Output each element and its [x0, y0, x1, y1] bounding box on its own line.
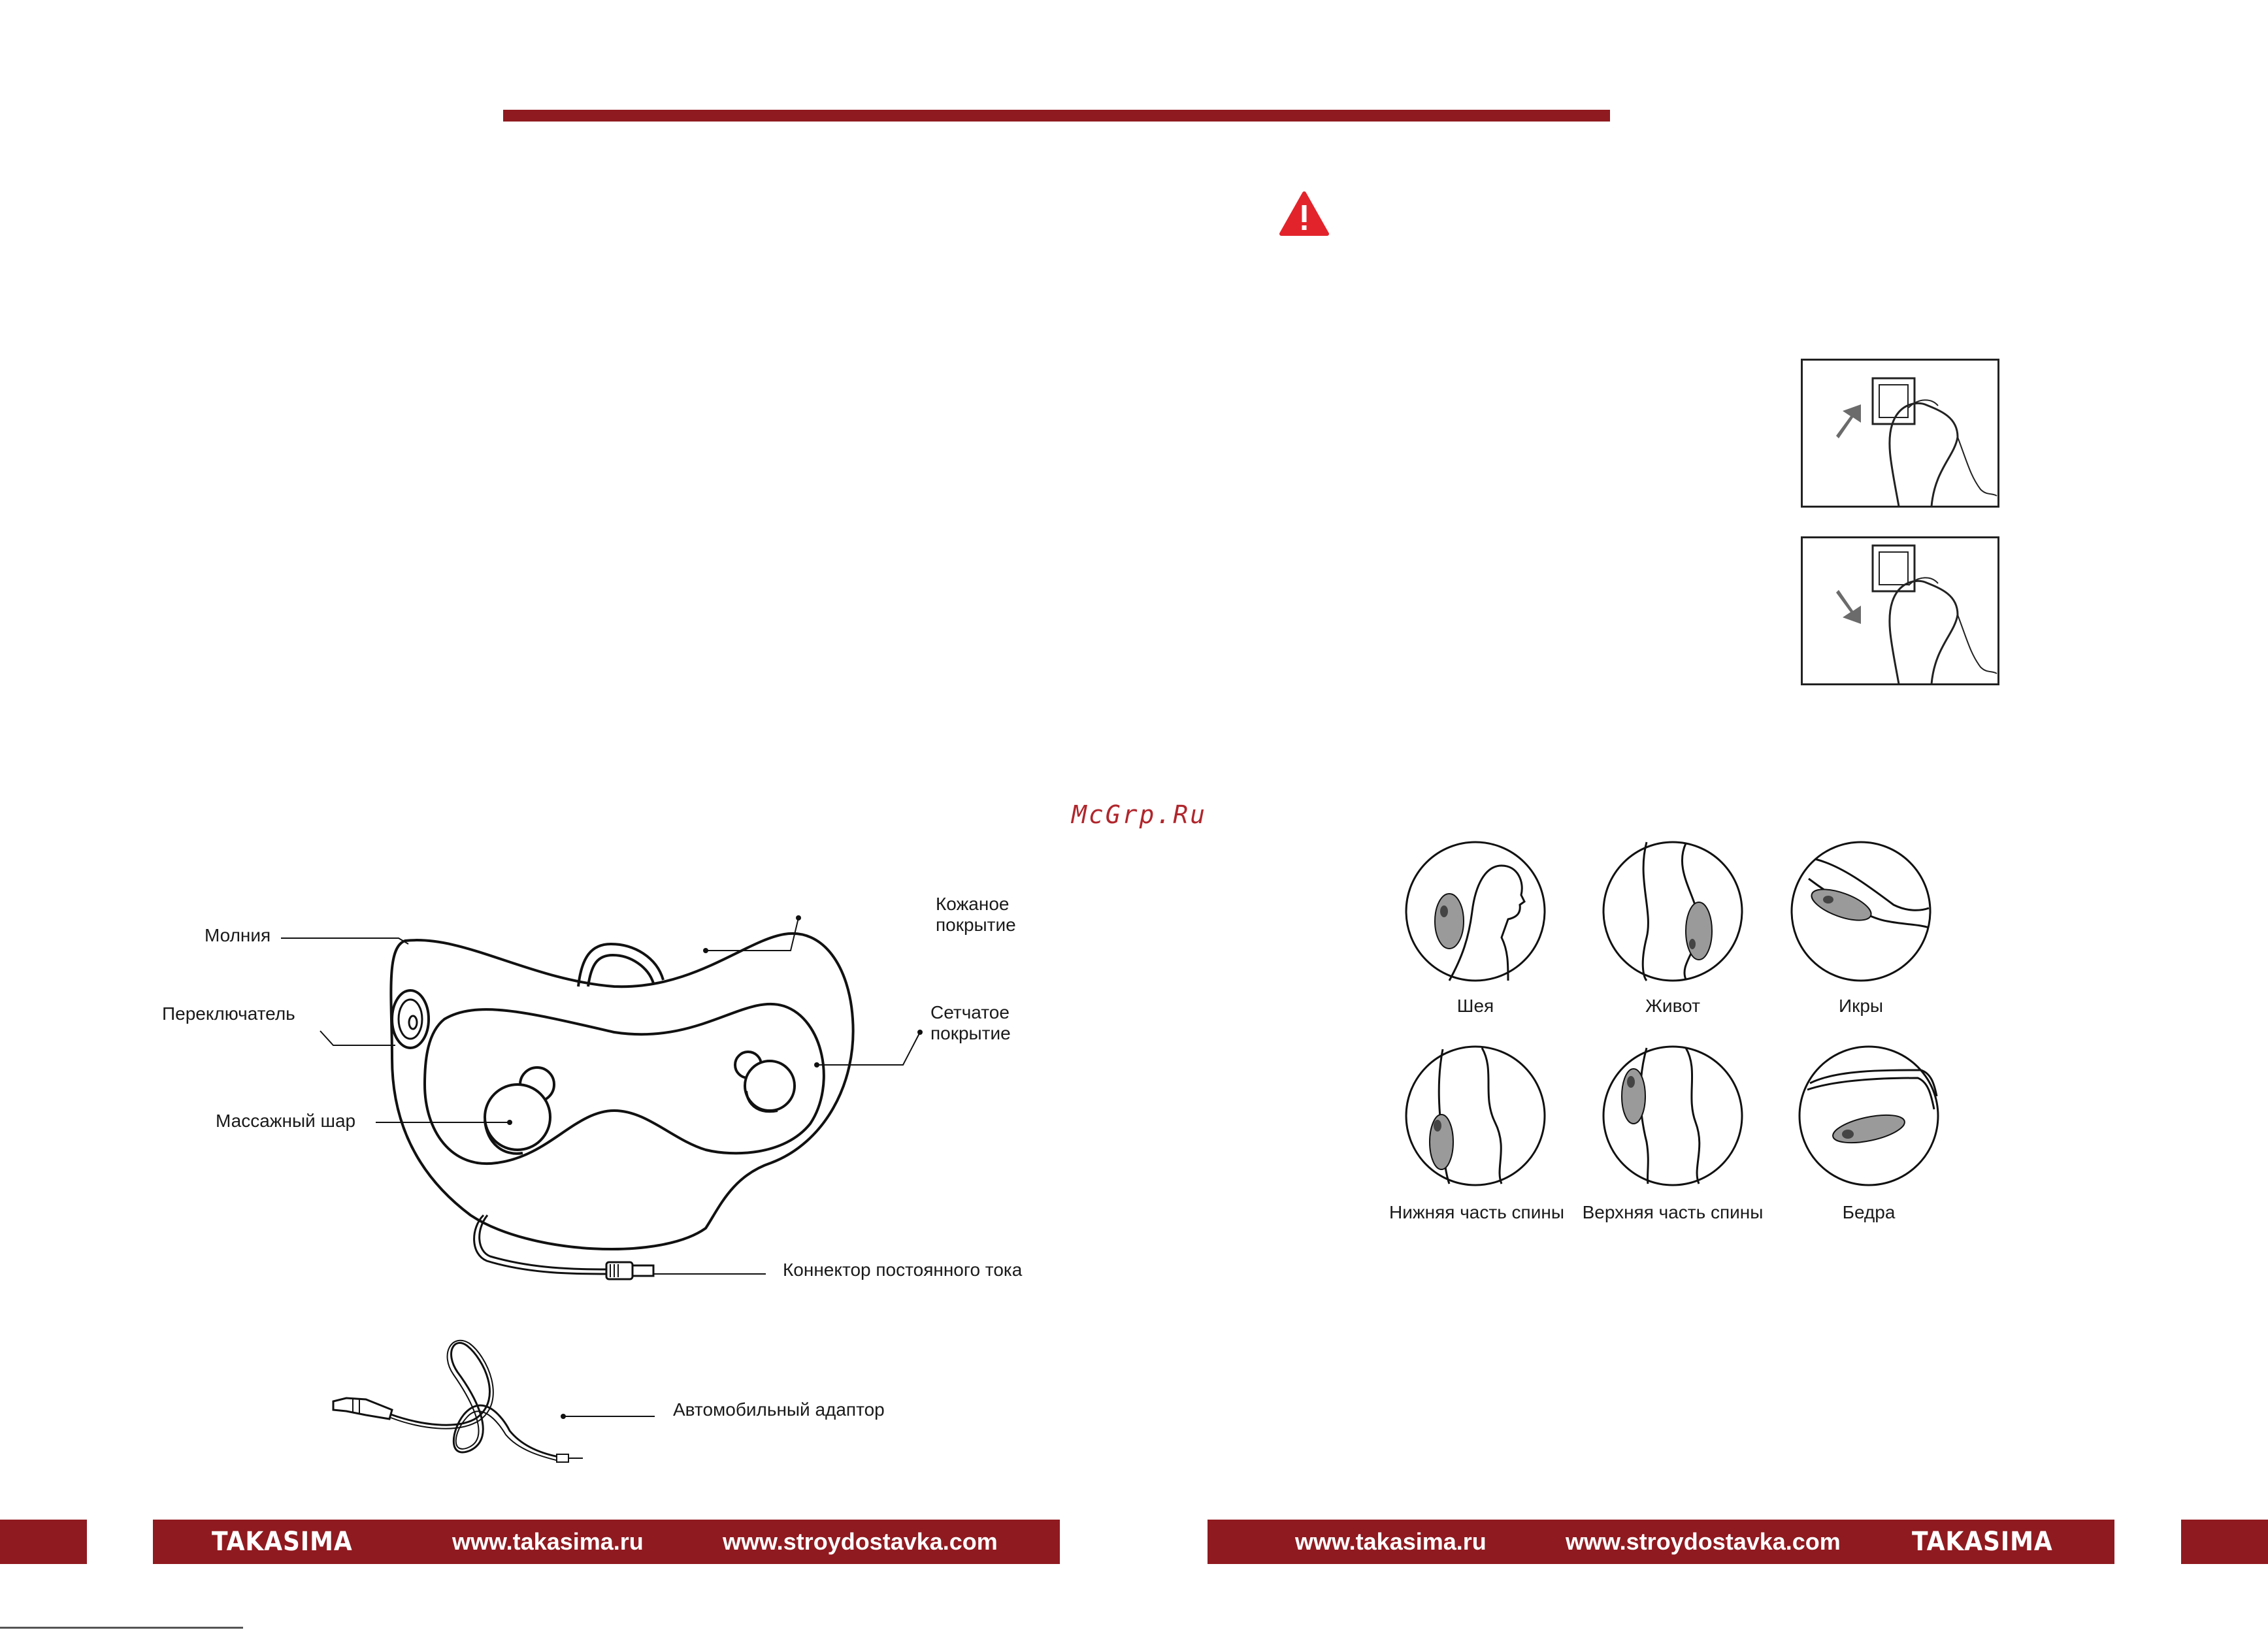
label-dc-connector: Коннектор постоянного тока [783, 1260, 1023, 1280]
label-massage-ball: Массажный шар [216, 1111, 356, 1131]
zone-label-lower-back: Нижняя часть спины [1389, 1202, 1564, 1222]
footer-right-url2[interactable]: www.stroydostavka.com [1566, 1528, 1841, 1555]
zone-calves-illustration [1789, 839, 1933, 983]
zone-label-calves: Икры [1838, 996, 1884, 1016]
label-leather-line2: покрытие [936, 915, 1016, 935]
footer-right-url1[interactable]: www.takasima.ru [1295, 1528, 1487, 1555]
footer-left-url2[interactable]: www.stroydostavka.com [723, 1528, 998, 1555]
label-zipper: Молния [205, 925, 271, 945]
pillow-diagram [366, 888, 889, 1280]
footer-left-stub [0, 1520, 87, 1564]
label-mesh-line2: покрытие [930, 1023, 1011, 1043]
zone-belly-illustration [1601, 839, 1745, 983]
zone-label-belly: Живот [1645, 996, 1700, 1016]
zone-lower-back-illustration [1404, 1044, 1547, 1188]
label-mesh-cover [930, 1002, 1011, 1044]
zone-thighs-illustration [1797, 1044, 1941, 1188]
footer-right-bar [1208, 1520, 2114, 1564]
car-adapter-illustration [327, 1333, 588, 1463]
label-leather-cover [936, 894, 1016, 936]
footer-left-bar [153, 1520, 1060, 1564]
label-car-adapter: Автомобильный адаптор [673, 1399, 885, 1420]
plug-remove-illustration [1801, 536, 1999, 685]
label-switch: Переключатель [162, 1003, 295, 1024]
plug-insert-illustration [1801, 359, 1999, 508]
footer-right-stub [2181, 1520, 2268, 1564]
bottom-rule [0, 1627, 243, 1629]
top-rule [503, 110, 1610, 122]
footer-left-url1[interactable]: www.takasima.ru [452, 1528, 644, 1555]
watermark: McGrp.Ru [1072, 800, 1208, 829]
zone-label-upper-back: Верхняя часть спины [1582, 1202, 1764, 1222]
warning-icon [1279, 191, 1329, 236]
massage-ball [485, 1084, 550, 1150]
footer-right-logo: TAKASIMA [1912, 1527, 2053, 1557]
pillow-handle [578, 944, 663, 986]
zone-label-neck: Шея [1456, 996, 1494, 1016]
zone-upper-back-illustration [1601, 1044, 1745, 1188]
zone-label-thighs: Бедра [1842, 1202, 1896, 1222]
footer-left-logo: TAKASIMA [212, 1527, 353, 1557]
label-leather-line1: Кожаное [936, 894, 1010, 914]
label-mesh-line1: Сетчатое [930, 1002, 1010, 1022]
zone-neck-illustration [1404, 839, 1547, 983]
